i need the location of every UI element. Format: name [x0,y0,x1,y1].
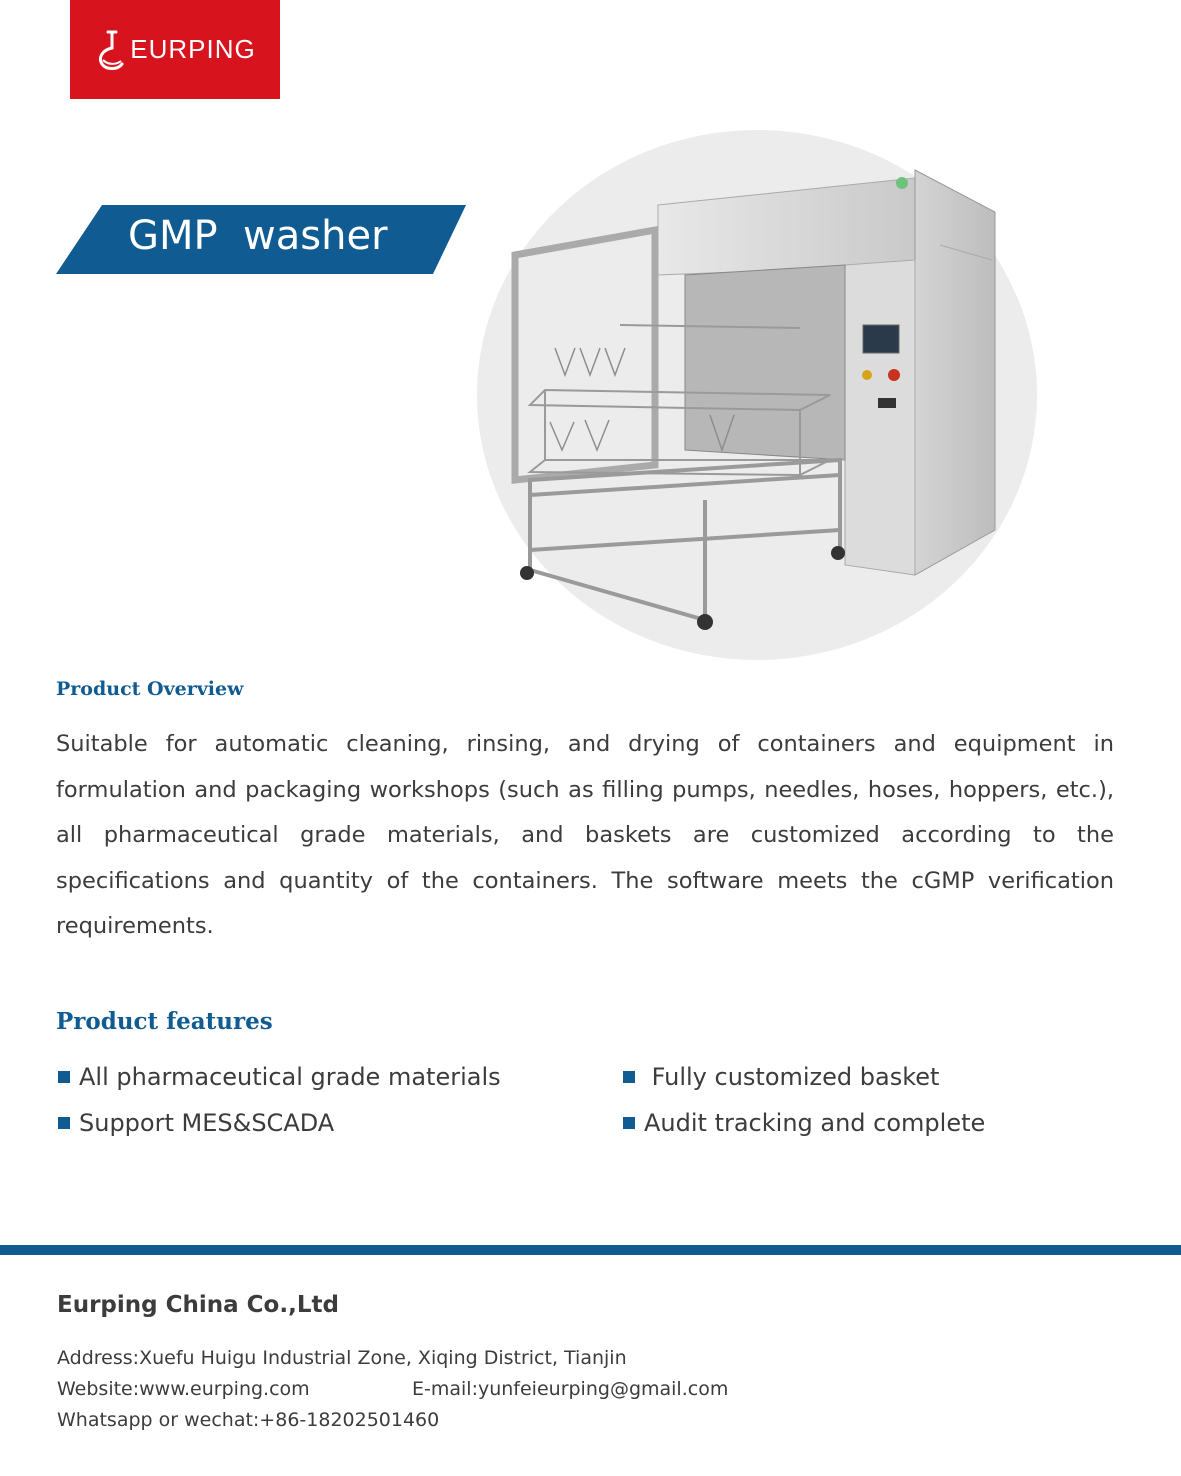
email-link[interactable]: E-mail:yunfeieurping@gmail.com [412,1378,729,1400]
square-bullet-icon [623,1117,635,1129]
square-bullet-icon [58,1071,70,1083]
gmp-washer-machine-image [470,160,1030,640]
title-banner [56,205,466,274]
overview-text: Suitable for automatic cleaning, rinsing, and drying of containers and equipment in formulation and packaging workshops (such as filling pumps, needles, hoses, hoppers, etc.), all pharmaceutical grade materials, and baskets are customized according to the specifications and quantity of the containers. The software meets the cGMP verification requirements. [56,731,1114,939]
brand-logo [70,0,280,99]
phone-contact: Whatsapp or wechat:+86-18202501460 [57,1409,440,1431]
feature-item [623,1063,939,1091]
feature-label: Audit tracking and complete [644,1109,986,1137]
company-name: Eurping China Co.,Ltd [57,1292,339,1318]
website-link[interactable]: Website:www.eurping.com [57,1378,310,1400]
feature-label: Support MES&SCADA [79,1109,335,1137]
features-heading: Product features [56,1008,273,1035]
overview-heading: Product Overview [56,678,244,700]
feature-item [58,1109,334,1137]
feature-item [58,1063,501,1091]
flask-icon [94,28,126,72]
feature-item [623,1109,985,1137]
page-title: GMP washer [128,213,388,259]
feature-label: All pharmaceutical grade materials [79,1063,501,1091]
feature-label: Fully customized basket [644,1063,940,1091]
square-bullet-icon [623,1071,635,1083]
address: Address:Xuefu Huigu Industrial Zone, Xiqing District, Tianjin [57,1347,627,1369]
square-bullet-icon [58,1117,70,1129]
footer-divider [0,1245,1181,1255]
logo-text: EURPING [130,34,256,64]
